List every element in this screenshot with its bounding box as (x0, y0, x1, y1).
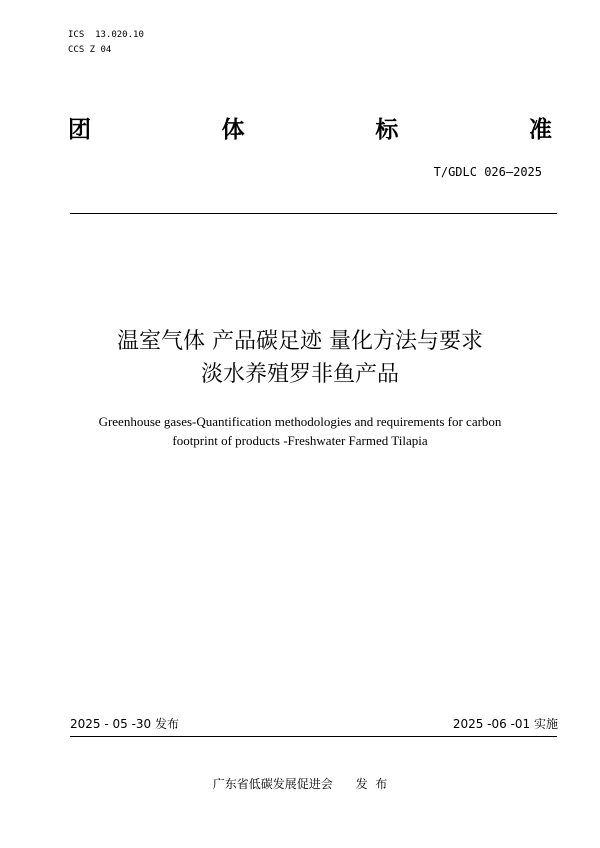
doc-type-char: 体 (221, 117, 245, 143)
bottom-divider (70, 736, 557, 737)
standard-number: T/GDLC 026—2025 (433, 165, 542, 179)
english-title (0, 412, 600, 450)
doc-type-char: 标 (375, 117, 399, 143)
doc-type-char: 团 (68, 117, 91, 143)
ccs-code: CCS Z 04 (68, 45, 112, 55)
chinese-title (0, 325, 600, 391)
doc-type-char: 准 (528, 117, 552, 143)
ics-code: ICS 13.020.10 (68, 30, 144, 40)
chinese-title-line-1: 温室气体 产品碳足迹 量化方法与要求 (117, 329, 483, 354)
issuing-organization: 广东省低碳发展促进会 发 布 (212, 777, 388, 791)
chinese-title-line-2: 淡水养殖罗非鱼产品 (200, 362, 399, 387)
document-type-heading (68, 115, 552, 145)
english-title-line-1: Greenhouse gases-Quantification methodologies and requirements for carbon (98, 414, 502, 429)
top-divider (70, 213, 557, 214)
implementation-date: 2025 -06 -01 实施 (452, 717, 558, 731)
english-title-line-2: footprint of products -Freshwater Farmed Tilapia (172, 433, 428, 448)
classification-codes (68, 28, 144, 58)
issue-date: 2025 - 05 -30 发布 (70, 717, 179, 731)
